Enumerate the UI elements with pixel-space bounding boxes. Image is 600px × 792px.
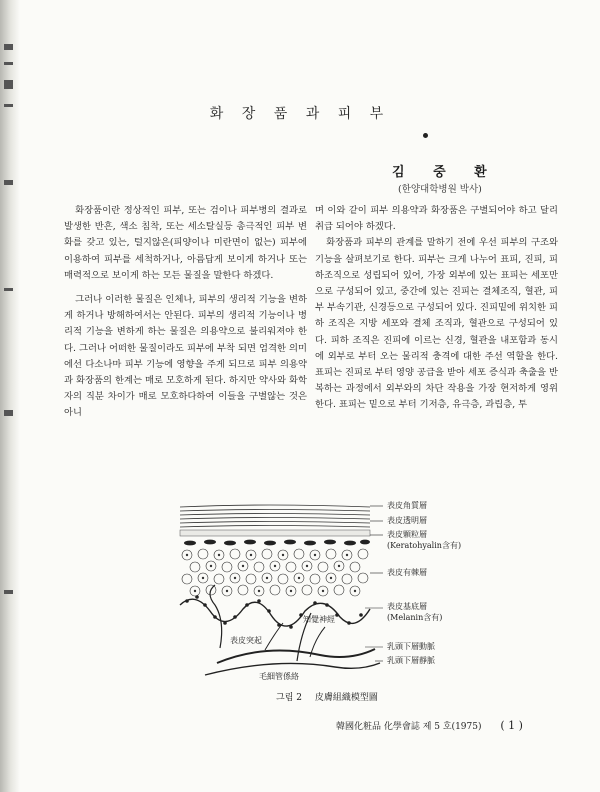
label-hair-follicle: 表皮突起 (230, 636, 262, 645)
caption-text: 皮膚組織模型圖 (314, 693, 378, 703)
label-stratum-lucidum: 表皮透明層 (387, 516, 427, 525)
label-sensory-nerve: 知覺神經 (303, 615, 335, 624)
label-stratum-granulosum: 表皮顆粒層 (387, 530, 427, 539)
label-stratum-basale: 表皮基底層 (387, 602, 427, 611)
author-affiliation: (한양대학병원 박사) (398, 184, 482, 195)
figure-caption (276, 690, 378, 703)
label-melanin: (Melanin含有) (387, 613, 443, 622)
page-number: ( 1 ) (500, 719, 523, 732)
left-column (64, 203, 307, 422)
label-keratohyalin: (Keratohyalin含有) (387, 541, 462, 550)
author-name: 김 중 환 (392, 165, 499, 180)
title-dot (423, 133, 428, 138)
article-title: 화 장 품 과 피 부 (209, 106, 391, 122)
skin-tissue-drawing (175, 493, 505, 693)
label-papillary-vein: 乳頭下層靜脈 (387, 656, 435, 665)
label-stratum-corneum: 表皮角質層 (387, 501, 427, 510)
label-stratum-spinosum: 表皮有棘層 (387, 568, 427, 577)
label-papillary-artery: 乳頭下層動脈 (387, 642, 435, 651)
paragraph: 화장품이란 정상적인 피부, 또는 검이나 피부병의 결과로 발생한 반흔, 색소 침착, 또는 세소탈실등 총극적인 피부 변화를 갖고 있는, 털지않은(피양이나 미란면이 없는) 피부에 이용하여 피부를 세척하거나, 아름답게 보이게 하거나 또는 매력적으로 보이게 하는 모든 물질을 말한다 하겠다. (64, 205, 307, 281)
caption-number: 그림 2 (276, 693, 302, 703)
paragraph: 며 이와 같이 피부 의용약과 화장품은 구별되어야 하고 달리 취급 되어야 하겠다. (315, 205, 558, 233)
page-footer (336, 719, 523, 732)
skin-diagram-figure (175, 493, 505, 693)
paragraph: 그러나 이러한 물질은 인체나, 피부의 생리적 기능을 변하게 하거나 방해하여서는 안된다. 피부의 생리적 기능이나 병리적 기능을 변하게 하는 물질은 의용약으로 불리워져야 한다. 그러나 어떠한 물질이라도 피부에 부착 되면 엄격한 의미에선 다소나마 피부 기능에 영향을 주게 되므로 피부 의용약과 화장품의 한계는 매로 모호하게 된다. 하지만 약사와 화학자의 직분 차이가 매로 모호하다하여 이들을 구별않는 것은 아니 (64, 294, 307, 419)
label-capillary-network: 毛細管係絡 (259, 672, 299, 681)
right-column (315, 203, 558, 414)
paragraph: 화장품과 피부의 관계를 말하기 전에 우선 피부의 구조와 기능을 살펴보기로 한다. 피부는 크게 나누어 표피, 진피, 피하조직으로 성립되어 있어, 가장 외부에 있는 표피는 세포만으로 구성되어 있고, 중간에 있는 진피는 결체조직, 혈관, 피부 부속기관, 신경등으로 구성되어 있다. 진피밑에 위치한 피하 조직은 지방 세포와 결체 조직과, 혈관으로 구성되어 있다. 피하 조직은 진피에 이르는 신경, 혈관을 내포함과 동시에 외부로 부터 오는 물리적 충격에 대한 주선 역할을 한다. 표피는 진피로 부터 영양 공급을 받아 세포 증식과 축출을 반복하는 과정에서 외부와의 차단 작용을 가장 현저하게 영위한다. 표피는 밑으로 부터 기저층, 유극층, 과립층, 투 (315, 237, 558, 411)
journal-name: 韓國化粧品 化學會誌 제 5 호(1975) (336, 722, 482, 732)
